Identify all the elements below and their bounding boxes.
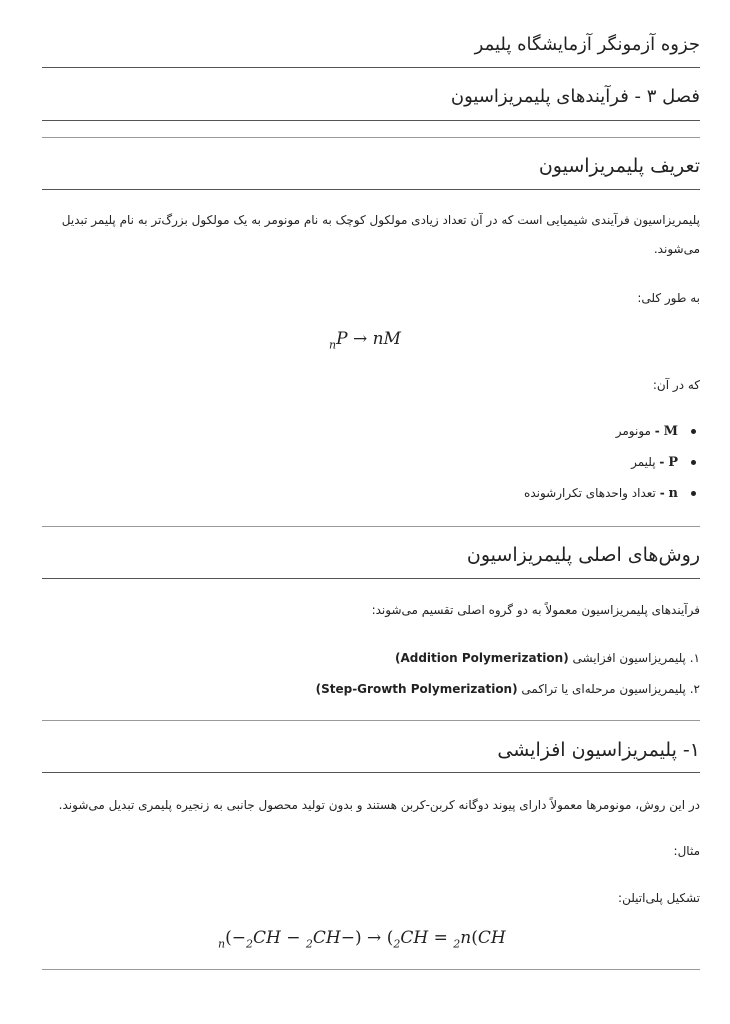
formula-minus: − [286, 928, 301, 948]
section-heading-methods: روش‌های اصلی پلیمریزاسیون [466, 544, 700, 566]
formula-paren: ( [225, 928, 232, 948]
addition-paragraph: در این روش، مونومرها معمولاً دارای پیوند دوگانه کربن-کربن هستند و بدون تولید محصول جانبی به زنجیره پلیمری تبدیل می‌شوند. [58, 798, 700, 812]
formula-ch: CH [477, 928, 506, 948]
formula-paren: ( [386, 928, 394, 948]
definition-symbol: n [668, 486, 678, 501]
section-heading-definition: تعریف پلیمریزاسیون [538, 155, 700, 177]
section-heading-addition: ۱- پلیمریزاسیون افزایشی [497, 739, 700, 761]
polyethylene-formula [218, 928, 506, 950]
formula-paren: ) [354, 928, 362, 948]
section-divider [42, 720, 700, 721]
method-name-en: (Addition Polymerization) [394, 651, 569, 665]
formula-ch: CH [400, 928, 429, 948]
chapter-divider-bottom [42, 137, 700, 138]
definition-list [42, 420, 700, 513]
example-label: مثال: [673, 844, 700, 858]
section-divider [42, 578, 700, 579]
example-title: تشکیل پلی‌اتیلن: [618, 891, 700, 905]
chapter-divider-top [42, 120, 700, 121]
book-title: جزوه آزمونگر آزمایشگاه پلیمر [474, 34, 700, 55]
list-item [42, 647, 700, 678]
definition-text: تعداد واحدهای تکرارشونده [524, 486, 656, 500]
where-label: که در آن: [652, 378, 700, 392]
section-divider [42, 189, 700, 190]
formula-arrow: → [367, 928, 382, 948]
page-bottom-divider [42, 969, 700, 970]
formula-arrow: → [352, 329, 368, 349]
method-number: ۱. [689, 651, 700, 665]
list-item [42, 678, 700, 709]
section-divider [42, 772, 700, 773]
formula-n: n [460, 928, 472, 948]
formula-minus: − [231, 928, 246, 948]
definition-separator: - [659, 486, 665, 500]
methods-intro: فرآیندهای پلیمریزاسیون معمولاً به دو گروه اصلی تقسیم می‌شوند: [371, 603, 700, 617]
method-name-fa: پلیمریزاسیون مرحله‌ای یا تراکمی [521, 682, 686, 696]
section-divider [42, 526, 700, 527]
formula-subscript: 2 [305, 937, 313, 951]
definition-text: پلیمر [631, 455, 656, 469]
formula-subscript: n [329, 338, 337, 352]
method-name-en: (Step-Growth Polymerization) [315, 682, 518, 696]
formula-subscript: 2 [245, 937, 253, 951]
formula-paren: ( [471, 928, 478, 948]
definition-separator: - [659, 455, 665, 469]
list-item [42, 420, 700, 451]
list-item [42, 451, 700, 482]
formula-ch: CH [252, 928, 281, 948]
general-formula [329, 329, 401, 351]
methods-list [42, 647, 700, 709]
formula-minus: − [340, 928, 355, 948]
method-number: ۲. [689, 682, 700, 696]
formula-polymer-var: P [336, 329, 348, 349]
definition-symbol: P [668, 455, 678, 470]
title-divider [42, 67, 700, 68]
formula-ch: CH [312, 928, 341, 948]
definition-text: مونومر [615, 424, 651, 438]
list-item [42, 482, 700, 513]
definition-separator: - [654, 424, 660, 438]
formula-subscript: 2 [453, 937, 461, 951]
definition-paragraph: پلیمریزاسیون فرآیندی شیمیایی است که در آن تعداد زیادی مولکول کوچک به نام مونومر به یک مولکول بزرگ‌تر به نام پلیمر تبدیل می‌شوند. [61, 213, 700, 256]
formula-subscript: 2 [393, 937, 401, 951]
method-name-fa: پلیمریزاسیون افزایشی [572, 651, 686, 665]
formula-equals: = [433, 928, 448, 948]
generally-label: به طور کلی: [637, 291, 700, 305]
definition-symbol: M [663, 424, 678, 439]
formula-n: n [218, 937, 226, 951]
chapter-title: فصل ۳ - فرآیندهای پلیمریزاسیون [450, 86, 700, 107]
formula-monomer-term: nM [372, 329, 401, 349]
